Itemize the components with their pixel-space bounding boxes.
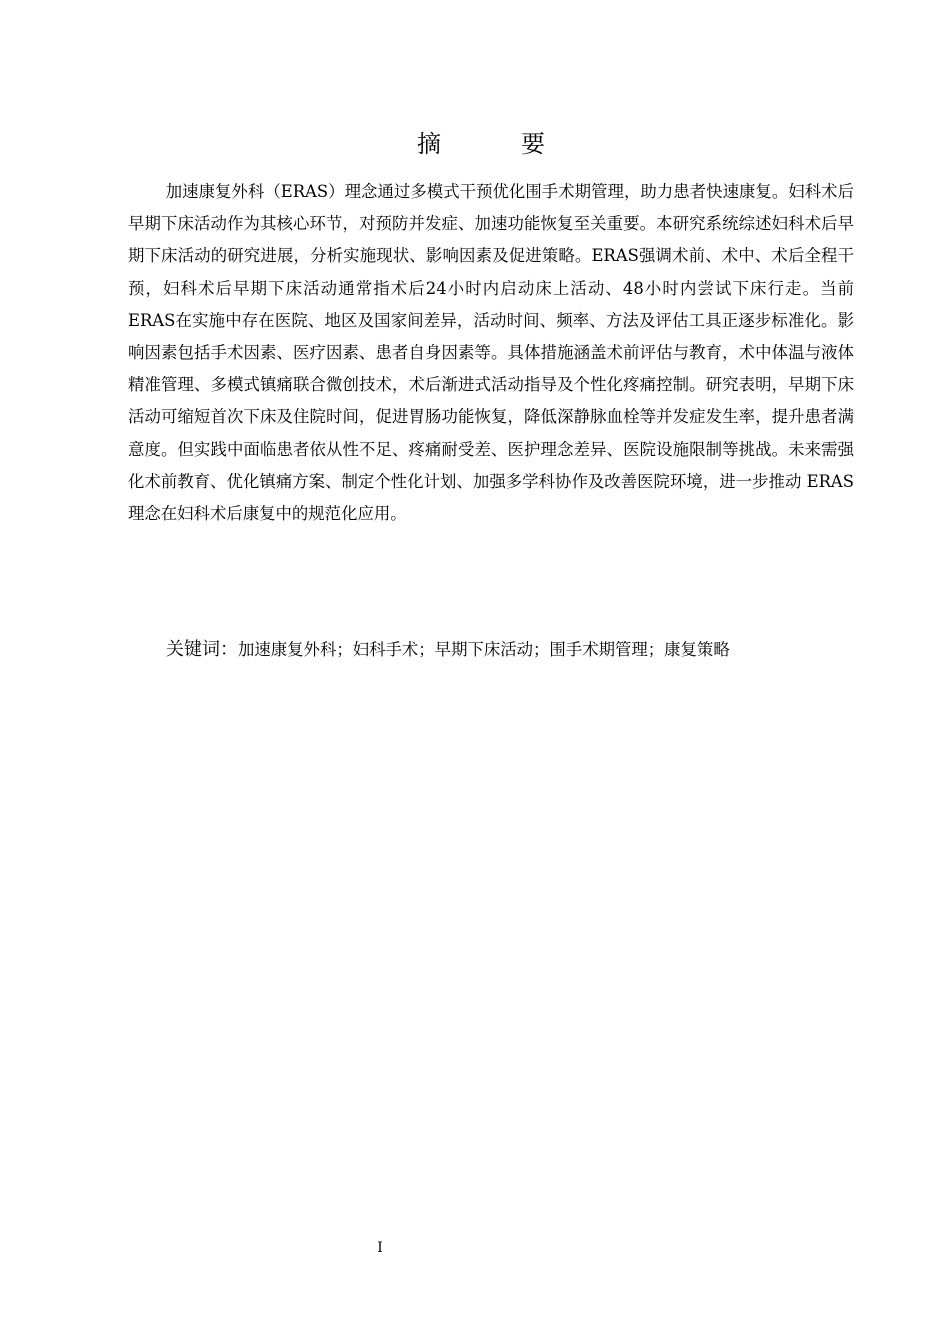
abstract-body: 加速康复外科（ERAS）理念通过多模式干预优化围手术期管理，助力患者快速康复。妇科术后早期下床活动作为其核心环节，对预防并发症、加速功能恢复至关重要。本研究系统综述妇科术后早期下床活动的研究进展，分析实施现状、影响因素及促进策略。ERAS强调术前、术中、术后全程干预，妇科术后早期下床活动通常指术后24小时内启动床上活动、48小时内尝试下床行走。当前ERAS在实施中存在医院、地区及国家间差异，活动时间、频率、方法及评估工具正逐步标准化。影响因素包括手术因素、医疗因素、患者自身因素等。具体措施涵盖术前评估与教育，术中体温与液体精准管理、多模式镇痛联合微创技术，术后渐进式活动指导及个性化疼痛控制。研究表明，早期下床活动可缩短首次下床及住院时间，促进胃肠功能恢复，降低深静脉血栓等并发症发生率，提升患者满意度。但实践中面临患者依从性不足、疼痛耐受差、医护理念差异、医院设施限制等挑战。未来需强化术前教育、优化镇痛方案、制定个性化计划、加强多学科协作及改善医院环境，进一步推动 ERAS 理念在妇科术后康复中的规范化应用。 [128, 182, 854, 524]
page-number: I [377, 1240, 383, 1256]
keywords-line [166, 634, 866, 666]
keywords-text: 加速康复外科；妇科手术；早期下床活动；围手术期管理；康复策略 [238, 640, 730, 659]
keywords-label: 关键词： [166, 639, 238, 660]
abstract-title: 摘 要 [417, 130, 573, 158]
